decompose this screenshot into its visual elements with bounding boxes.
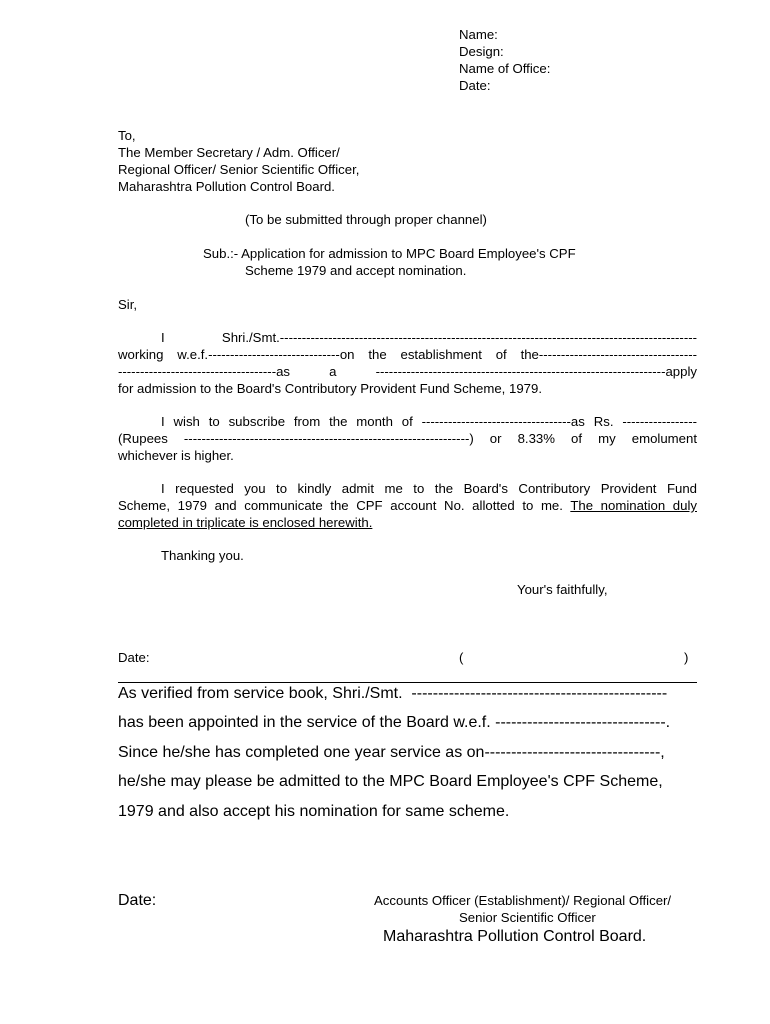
officer-title-line-2: Senior Scientific Officer: [459, 910, 596, 925]
address-line-2: Regional Officer/ Senior Scientific Officer,: [118, 162, 360, 177]
officer-title-line-1: Accounts Officer (Establishment)/ Regional Officer/: [374, 893, 672, 908]
channel-note: (To be submitted through proper channel): [245, 212, 487, 227]
board-name: Maharashtra Pollution Control Board.: [383, 928, 647, 945]
para3-line-3: [118, 514, 697, 531]
para3-line-2-text: Scheme, 1979 and communicate the CPF account No. allotted to me.: [118, 498, 571, 513]
nomination-note-underlined-cont: completed in triplicate is enclosed herewith.: [118, 515, 373, 530]
footer-date-label: Date:: [118, 892, 157, 909]
paragraph-request: [118, 480, 697, 531]
header-date-label: Date:: [459, 78, 491, 93]
verification-line-5: 1979 and also accept his nomination for same scheme.: [118, 803, 510, 820]
header-design-label: Design:: [459, 44, 504, 59]
verification-line-2: has been appointed in the service of the Board w.e.f. --------------------------------.: [118, 714, 671, 731]
header-name-label: Name:: [459, 27, 498, 42]
para2-line-1: I wish to subscribe from the month of ----------------------------------as Rs. -----------------: [161, 414, 697, 429]
verification-line-4: he/she may please be admitted to the MPC Board Employee's CPF Scheme,: [118, 773, 663, 790]
para2-line-2: (Rupees -----------------------------------------------------------------) or 8.33% of my emolument: [118, 431, 697, 446]
address-to: To,: [118, 128, 136, 143]
address-line-3: Maharashtra Pollution Control Board.: [118, 179, 335, 194]
thanking-you: Thanking you.: [161, 548, 244, 563]
signature-paren-open: (: [459, 650, 464, 665]
subject-line-1: Sub.:- Application for admission to MPC Board Employee's CPF: [203, 246, 576, 261]
paragraph-subscription: [118, 413, 697, 464]
verification-line-1: As verified from service book, Shri./Smt. ------------------------------------------------: [118, 685, 668, 702]
para1-line-4: for admission to the Board's Contributory Provident Fund Scheme, 1979.: [118, 381, 543, 396]
para2-line-3: whichever is higher.: [118, 448, 234, 463]
signature-paren-close: ): [684, 650, 689, 665]
salutation: Sir,: [118, 297, 138, 312]
closing-yours-faithfully: Your's faithfully,: [517, 582, 608, 597]
subject-line-2: Scheme 1979 and accept nomination.: [245, 263, 467, 278]
para3-line-1: I requested you to kindly admit me to the Board's Contributory Provident Fund: [161, 481, 697, 496]
address-line-1: The Member Secretary / Adm. Officer/: [118, 145, 340, 160]
para3-line-2: [118, 497, 697, 514]
header-office-label: Name of Office:: [459, 61, 551, 76]
para1-line-3: ------------------------------------as a ------------------------------------------------------------------apply: [118, 364, 697, 379]
para1-line-1: I Shri./Smt.-----------------------------------------------------------------------------------------------: [161, 330, 697, 345]
para1-line-2: working w.e.f.------------------------------on the establishment of the------------------------------------: [118, 347, 697, 362]
signature-date-label: Date:: [118, 650, 150, 665]
verification-line-3: Since he/she has completed one year service as on---------------------------------,: [118, 744, 665, 761]
paragraph-admission: [118, 329, 697, 397]
nomination-note-underlined: The nomination duly: [570, 498, 697, 513]
section-divider: [118, 682, 697, 683]
